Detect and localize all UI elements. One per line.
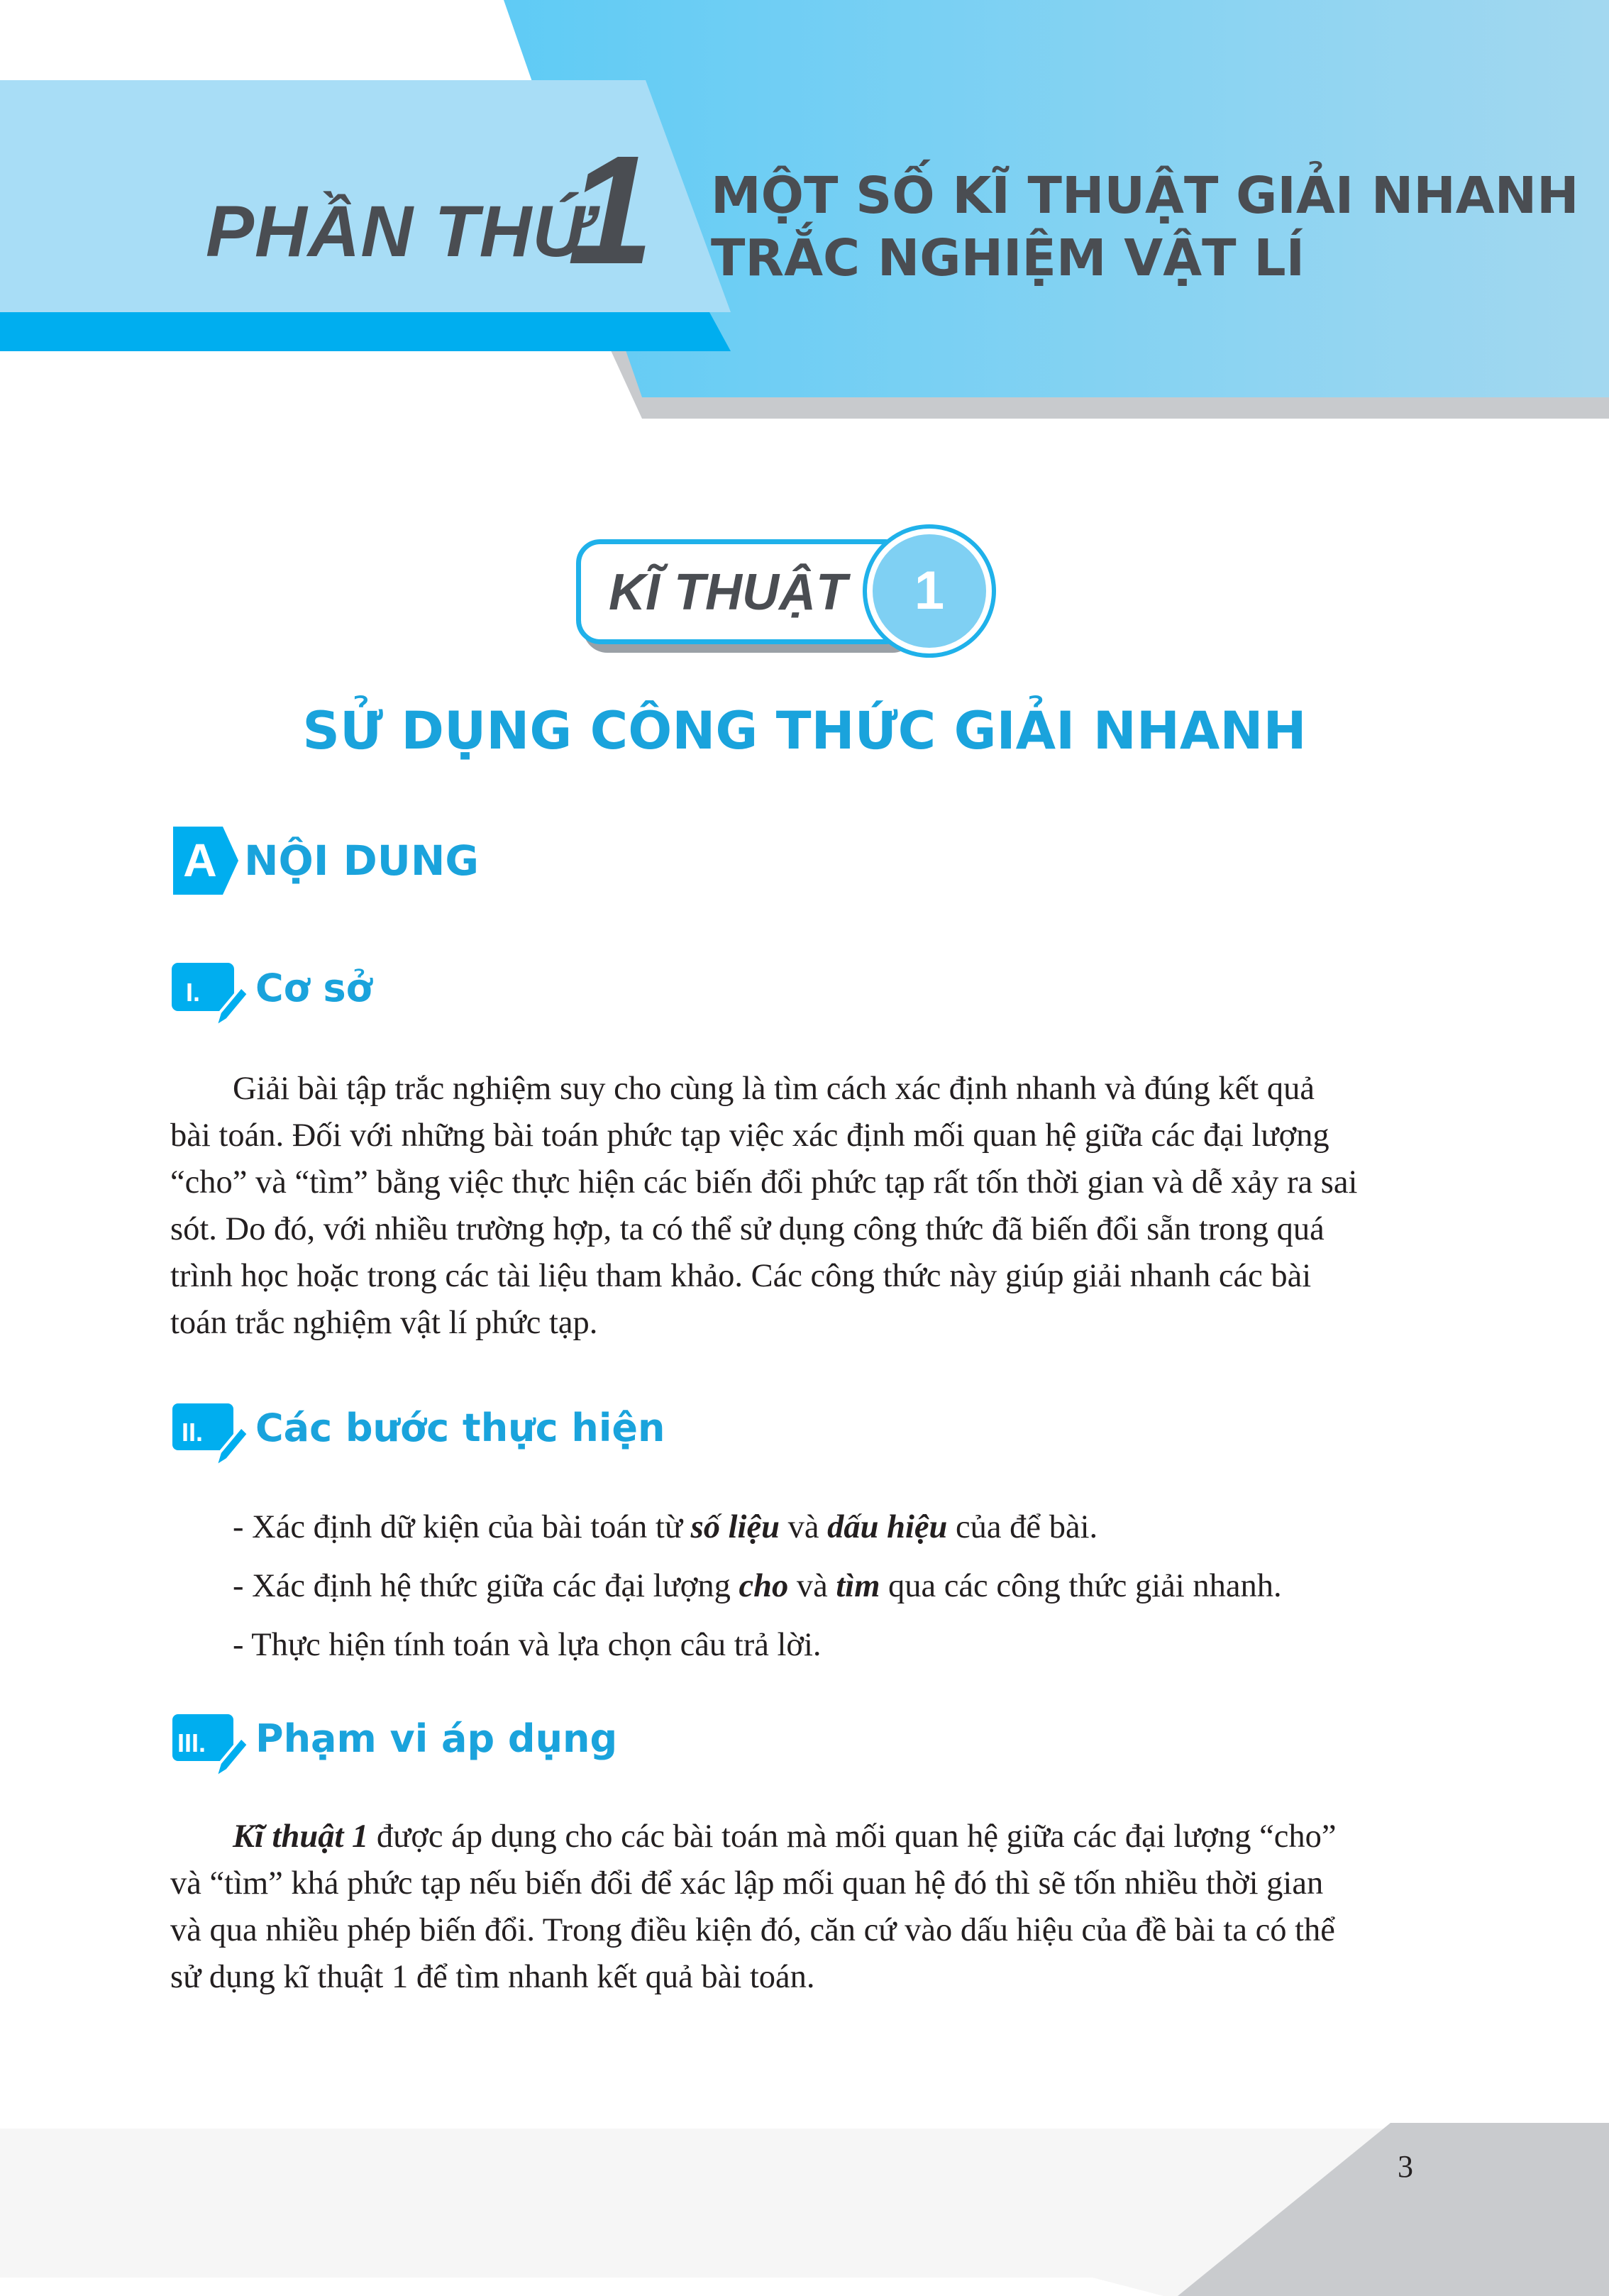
emphasis: dấu hiệu xyxy=(827,1509,948,1545)
paragraph-line: sót. Do đó, với nhiều trường hợp, ta có thể sử dụng công thức đã biến đổi sẵn trong quá xyxy=(170,1211,1325,1247)
paragraph-line: bài toán. Đối với những bài toán phức tạp việc xác định mối quan hệ giữa các đại lượng xyxy=(170,1117,1329,1154)
subsection-2-title: Các bước thực hiện xyxy=(255,1406,665,1450)
step-3: - Thực hiện tính toán và lựa chọn câu trả lời. xyxy=(233,1627,822,1663)
step-text: qua các công thức giải nhanh. xyxy=(880,1568,1282,1604)
step-text: và xyxy=(788,1568,836,1604)
technique-number: 1 xyxy=(867,529,992,653)
paragraph-line: và “tìm” khá phức tạp nếu biến đổi để xác lập mối quan hệ đó thì sẽ tốn nhiều thời gian xyxy=(170,1865,1324,1902)
emphasis: cho xyxy=(739,1568,789,1604)
part-title-line-2: TRẮC NGHIỆM VẬT LÍ xyxy=(711,228,1305,287)
paragraph-line xyxy=(170,1814,1433,1860)
footer-decoration xyxy=(0,2114,1609,2296)
emphasis: số liệu xyxy=(690,1509,780,1545)
step-text: và xyxy=(779,1509,828,1545)
step-1 xyxy=(233,1504,1097,1551)
paragraph-line: “cho” và “tìm” bằng việc thực hiện các biến đổi phức tạp rất tốn thời gian và dễ xảy ra sai xyxy=(170,1164,1358,1201)
subsection-2-number: II. xyxy=(182,1418,204,1447)
emphasis: Kĩ thuật 1 xyxy=(233,1818,369,1855)
technique-title: SỬ DỤNG CÔNG THỨC GIẢI NHANH xyxy=(302,701,1307,761)
pencil-icon xyxy=(170,961,255,1032)
emphasis: tìm xyxy=(836,1568,880,1604)
step-text: của để bài. xyxy=(947,1509,1098,1545)
subsection-3-title: Phạm vi áp dụng xyxy=(255,1716,618,1761)
section-a-title: NỘI DUNG xyxy=(244,837,480,885)
subsection-1-title: Cơ sở xyxy=(255,966,372,1010)
paragraph-line: toán trắc nghiệm vật lí phức tạp. xyxy=(170,1305,598,1341)
paragraph-line: trình học hoặc trong các tài liệu tham khảo. Các công thức này giúp giải nhanh các bài xyxy=(170,1258,1312,1294)
part-title xyxy=(711,165,1579,289)
paragraph-line: Giải bài tập trắc nghiệm suy cho cùng là tìm cách xác định nhanh và đúng kết quả xyxy=(233,1071,1315,1107)
part-title-line-1: MỘT SỐ KĨ THUẬT GIẢI NHANH xyxy=(711,166,1579,225)
subsection-1-number: I. xyxy=(186,978,201,1007)
page-number: 3 xyxy=(1398,2149,1413,2184)
technique-label: KĨ THUẬT xyxy=(609,564,847,621)
paragraph-text: được áp dụng cho các bài toán mà mối quan hệ giữa các đại lượng “cho” xyxy=(368,1818,1337,1855)
part-number: 1 xyxy=(568,124,654,297)
step-text: - Xác định dữ kiện của bài toán từ xyxy=(233,1509,691,1545)
paragraph-line: và qua nhiều phép biến đổi. Trong điều kiện đó, căn cứ vào dấu hiệu của đề bài ta có thể xyxy=(170,1912,1335,1948)
paragraph-line: sử dụng kĩ thuật 1 để tìm nhanh kết quả bài toán. xyxy=(170,1959,815,1995)
section-a-letter: A xyxy=(183,834,217,886)
paragraph-basis xyxy=(170,1066,1433,1347)
step-text: - Xác định hệ thức giữa các đại lượng xyxy=(233,1568,739,1604)
subsection-3-number: III. xyxy=(177,1728,206,1757)
paragraph-scope xyxy=(170,1814,1433,2001)
step-2 xyxy=(233,1563,1282,1610)
part-label: PHẦN THỨ xyxy=(206,191,592,272)
